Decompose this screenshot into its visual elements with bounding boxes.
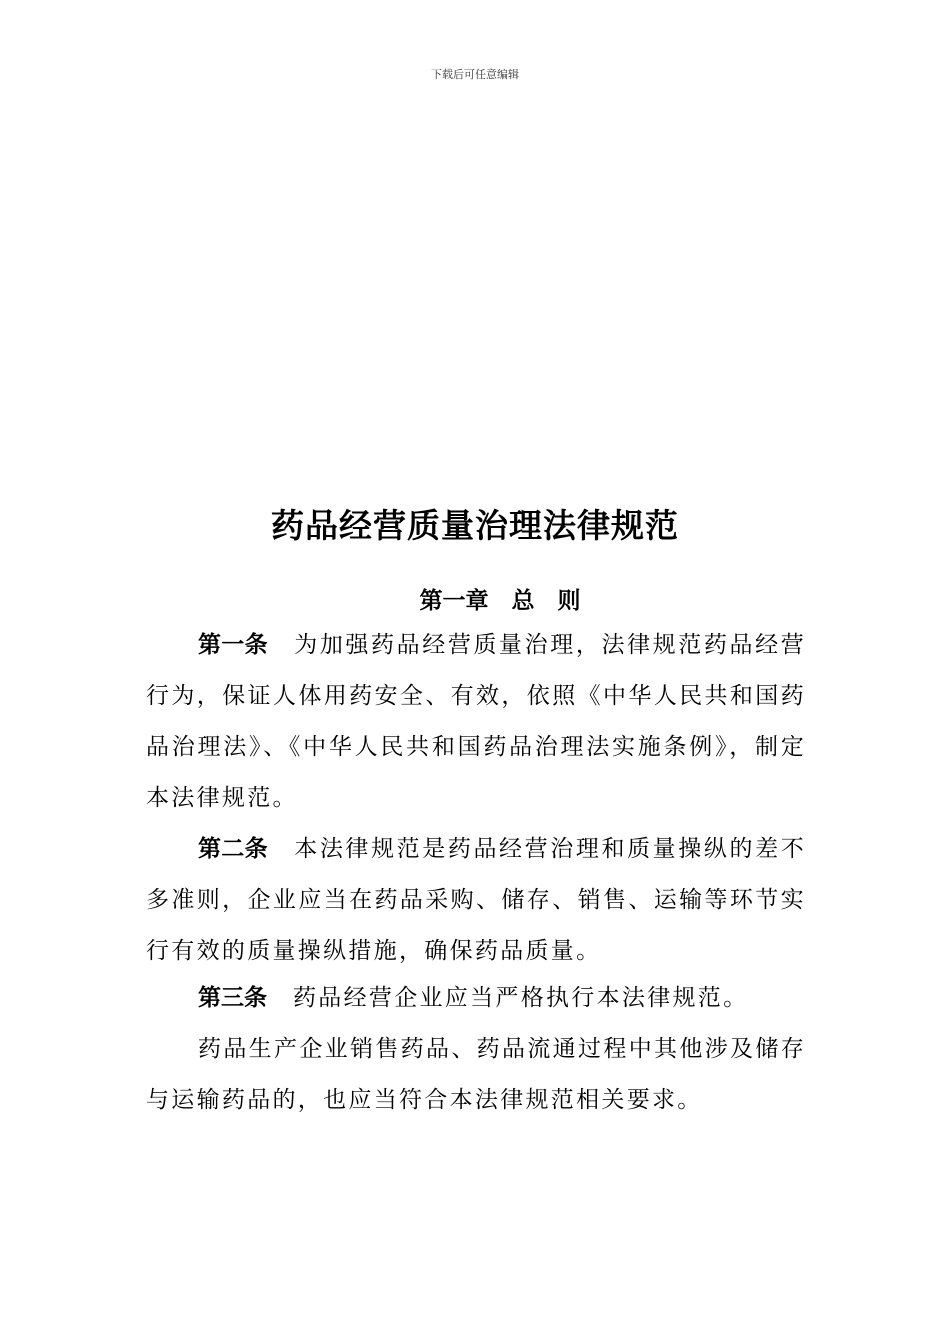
article-2-text: 本法律规范是药品经营治理和质量操纵的差不多准则，企业应当在药品采购、储存、销售、运输等环节实行有效的质量操纵措施，确保药品质量。: [146, 836, 807, 964]
article-2-label: 第二条: [198, 836, 268, 862]
article-3-text: 药品经营企业应当严格执行本法律规范。: [293, 985, 749, 1011]
article-1: [146, 620, 806, 824]
continuation-paragraph: 药品生产企业销售药品、药品流通过程中其他涉及储存与运输药品的，也应当符合本法律规范相关要求。: [146, 1036, 806, 1113]
article-1-label: 第一条: [198, 632, 268, 658]
chapter-heading: 第一章 总 则: [419, 588, 581, 614]
article-3: [146, 973, 806, 1024]
article-3-paragraph: [146, 973, 806, 1024]
article-1-text: 为加强药品经营质量治理，法律规范药品经营行为，保证人体用药安全、有效，依照《中华人民共和国药品治理法》、《中华人民共和国药品治理法实施条例》，制定本法律规范。: [146, 632, 807, 811]
article-2: [146, 824, 806, 977]
article-3-continuation: [146, 1024, 806, 1126]
article-3-label: 第三条: [198, 985, 267, 1011]
document-title: 药品经营质量治理法律规范: [271, 506, 679, 545]
article-2-paragraph: [146, 824, 806, 977]
header-note: 下载后可任意编辑: [431, 68, 519, 81]
article-1-paragraph: [146, 620, 806, 824]
